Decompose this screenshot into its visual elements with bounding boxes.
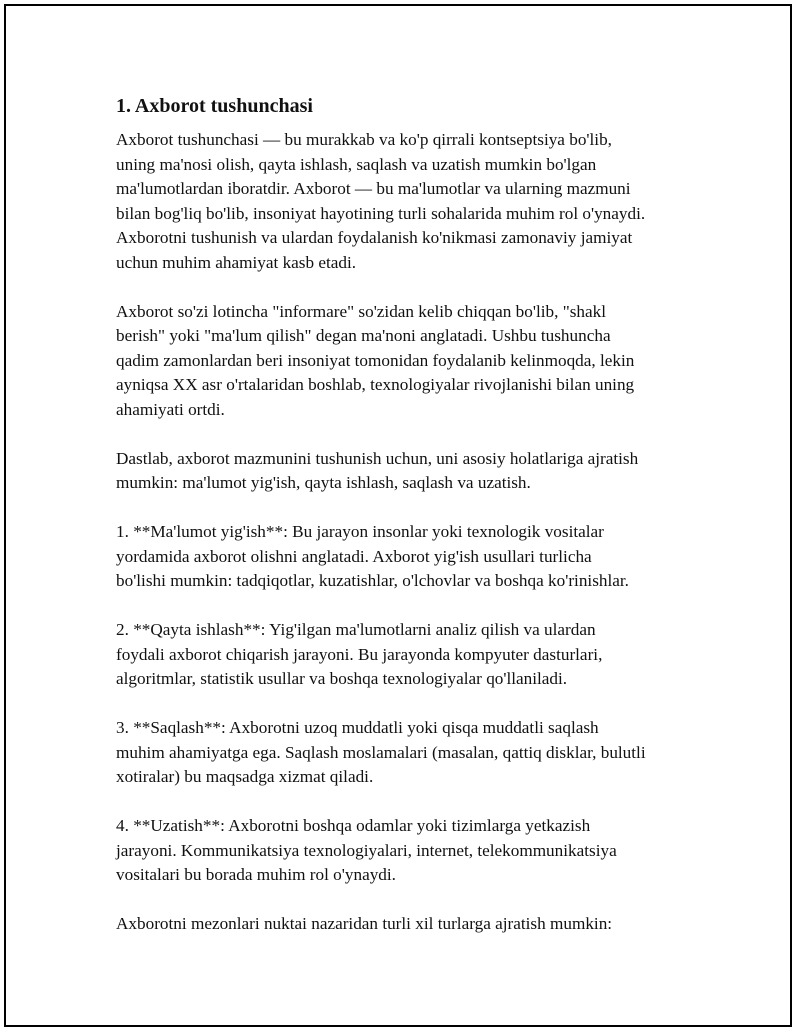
list-item-processing: 2. **Qayta ishlash**: Yig'ilgan ma'lumotlarni analiz qilish va ulardan foydali axborot chiqarish jarayoni. Bu jarayonda kompyuter dasturlari, algoritmlar, statistik usullar va boshqa texnologiyalar qo'llaniladi.: [116, 620, 603, 688]
list-item-storage: 3. **Saqlash**: Axborotni uzoq muddatli yoki qisqa muddatli saqlash muhim ahamiyatga ega. Saqlash moslamalari (masalan, qattiq disklar, bulutli xotiralar) bu maqsadga xizmat qiladi.: [116, 718, 646, 786]
paragraph-intro: Axborot tushunchasi — bu murakkab va ko'p qirrali kontseptsiya bo'lib, uning ma'nosi olish, qayta ishlash, saqlash va uzatish mumkin bo'lgan ma'lumotlardan iboratdir. Axborot — bu ma'lumotlar va ularning mazmuni bilan bog'liq bo'lib, insoniyat hayotining turli sohalarida muhim rol o'ynaydi. Axborotni tushunish va ulardan foydalanish ko'nikmasi zamonaviy jamiyat uchun muhim ahamiyat kasb etadi.: [116, 130, 646, 272]
document-body: [116, 93, 696, 961]
list-item-transmission: 4. **Uzatish**: Axborotni boshqa odamlar yoki tizimlarga yetkazish jarayoni. Kommunikatsiya texnologiyalari, internet, telekommunikatsiya vositalari bu borada muhim rol o'ynaydi.: [116, 816, 617, 884]
paragraph-etymology: Axborot so'zi lotincha "informare" so'zidan kelib chiqqan bo'lib, "shakl berish" yoki "ma'lum qilish" degan ma'noni anglatadi. Ushbu tushuncha qadim zamonlardan beri insoniyat tomonidan foydalanib kelinmoqda, lekin ayniqsa XX asr o'rtalaridan boshlab, texnologiyalar rivojlanishi bilan uning ahamiyati ortdi.: [116, 301, 635, 419]
list-item-collection: 1. **Ma'lumot yig'ish**: Bu jarayon insonlar yoki texnologik vositalar yordamida axborot olishni anglatadi. Axborot yig'ish usullari turlicha bo'lishi mumkin: tadqiqotlar, kuzatishlar, o'lchovlar va boshqa ko'rinishlar.: [116, 522, 629, 590]
paragraph-types: Axborotni mezonlari nuktai nazaridan turli xil turlarga ajratish mumkin:: [116, 914, 613, 933]
section-heading: 1. Axborot tushunchasi: [116, 95, 313, 117]
paragraph-stages: Dastlab, axborot mazmunini tushunish uchun, uni asosiy holatlariga ajratish mumkin: ma'lumot yig'ish, qayta ishlash, saqlash va uzatish.: [116, 448, 639, 492]
